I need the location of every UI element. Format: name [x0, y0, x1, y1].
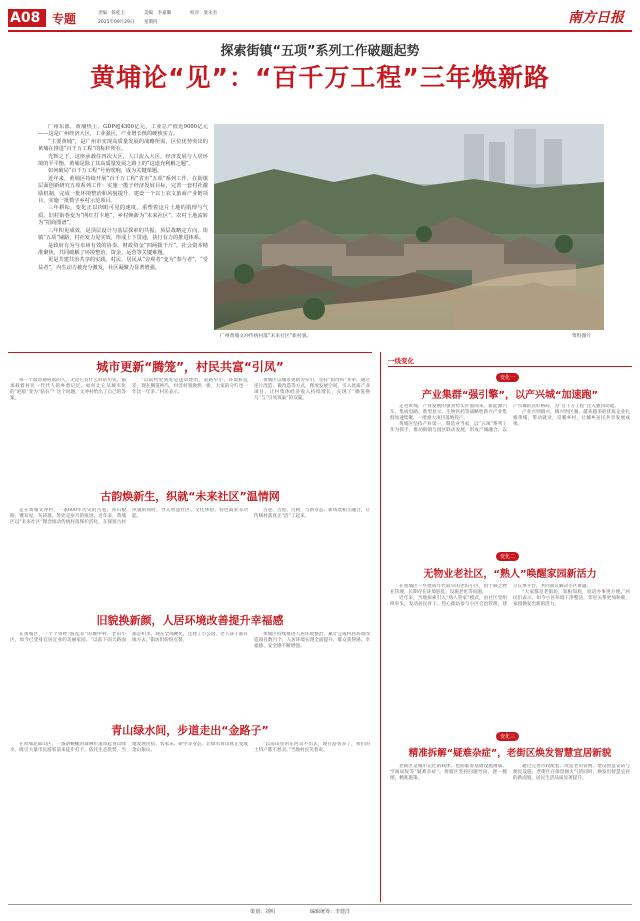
intro-p3: 光辉之下，这座承载住四次大区，人口流入大区，经济发展与人居环境的平平衡，黄埔是除了其高质量发展之路上的“这道充利解之题”。 [38, 153, 208, 168]
right-label: 一线变化 [388, 357, 414, 365]
intro-p2: “主要黄埔”，是广州市实现高质量发展的战略所需，区位优势突出的黄埔在推进“百千万工程”的标杆所在。 [38, 138, 208, 153]
intro-p8: 是政府有为与市场有效的协奏。财政资金“四两拨千斤”，社会资本精准聚焦，共同破解了环境整治、资金、运营等关键难题。 [38, 242, 208, 256]
intro-p9: 更是共建共治共享的实践。村民、居民从“旁观者”变为“参与者”，“受益者”，内生动力被充分激发，社区凝聚力显著增强。 [38, 257, 208, 271]
right-s3-text [390, 764, 630, 892]
right-s2-text [390, 584, 630, 726]
intro-p6: 三年耕耘，变化正以肉眼可见的速度。重塑着这片土地的肌理与气质。旧村街巷变为“网红打卡地”，乡村焕新为“未来社区”，农村土地流转为“招商图谱”。 [38, 205, 208, 227]
right-s3-p1: 老街区是城市记忆的载体，也面临着基础设施薄弱、空间局促等“疑难杂症”。黄埔区坚持问题导向，逐一梳理、精准施策。 [390, 764, 507, 782]
left-s3-p2: 黄埔区持续推进人居环境整治，累计完成村居环境改造项目数百个，人居环境实现全面提升，群众获得感、幸福感、安全感不断增强。 [254, 632, 370, 650]
left-s2-text [10, 508, 370, 602]
section-name: 专题 [52, 12, 77, 26]
headline: 黄埔论“见”：“百千万工程”三年焕新路 [90, 63, 550, 92]
s1-change-tag: 变化一 [496, 373, 519, 382]
right-s2-p1: 在黄埔区一些建成年代较早的老旧小区，由于缺乏物业管理，长期存在环境脏乱、设施老化等问题。 [390, 584, 507, 596]
editor-credit: 责编：陈桂玉 [98, 11, 125, 16]
intro-p1: 广州东部，黄埔热土。GDP超4300亿元，工业总产值近9000亿元——这是广州经济大区，工业强区，产业增长核的硬核实力。 [38, 124, 208, 138]
right-s2-p2: 近年来，当地探索引入“熟人管家”模式，由社区党组织牵头，发动居民骨干、热心街坊参与小区自治管理，建立议事平台，共同商议解决小区难题。 [390, 584, 592, 608]
proof-credit: 校对：梁永杰 [190, 11, 217, 16]
intro-p4: 如何破局“百千万工程”号角吹响，成为关键课题。 [48, 168, 163, 175]
intro-text [38, 124, 208, 340]
photo-credit: 资料图片 [572, 334, 592, 339]
left-s3-p1: 在黄埔区，一个个曾经“脏乱差”的城中村、老旧小区，如今已变身宜居宜业的美丽家园。“以前下雨天路面都是积水，现在全部硬化，还建了小公园，老人孩子都有地方去。”街坊们纷纷点赞。 [10, 632, 248, 644]
left-s1-p1: 每一个最普通村落的人，无论它有什么样的历史，都承载着村民一代代人的乡愁记忆。如何让它从城市化的“疤痕”变为“钻石”？这个问题，文冲村给出了自己的答案。 [10, 378, 126, 402]
left-s4-p1: 在黄埔北部山区，一条条蜿蜒的森林步道串起青山绿水，吸引大量市民游客前来徒步打卡。依托生态优势，当地发展民宿、农家乐、研学等业态，让绿水青山真正变成金山银山。 [10, 742, 248, 754]
photo-caption: 广州黄埔文冲传统村落“未来社区”新村貌。 [220, 334, 312, 339]
left-s3-text [10, 632, 370, 712]
right-s3-title: 精准拆解“疑难杂症”，老街区焕发智慧宜居新貌 [408, 748, 612, 759]
left-s4-text [10, 742, 370, 892]
right-s2-title: 无物业老社区，“熟人”唤醒家园新活力 [423, 569, 597, 580]
right-s3-p2: 通过完善市政配套、改造老旧管网、增设智慧安防与便民设施，老街区在保留烟火气的同时，焕发出智慧宜居的新面貌，居民生活品质显著提升。 [513, 764, 630, 782]
issue-date: 2025年09月29日 [98, 20, 135, 25]
right-s1-p1: 走进黄埔，产业发展的强劲势头扑面而来。新能源汽车、集成电路、新型显示、生物医药等战略性新兴产业集群加速集聚，一批重大项目落地投产。 [390, 404, 507, 422]
footer-editor: 编辑统筹：李建洋 [310, 909, 351, 915]
right-s1-text [390, 404, 630, 546]
left-s1-text [10, 378, 370, 478]
village-illustration [214, 124, 604, 330]
page-number: A08 [10, 10, 41, 26]
left-s1-p2: “以前村里到处是违章建筑，道路窄小，环境脏乱差，现在腾笼换鸟，村容村貌焕然一新，大家的分红也一年比一年多。”村民表示。 [132, 378, 248, 396]
left-s3-title: 旧貌换新颜，人居环境改善提升幸福感 [96, 614, 284, 627]
left-title-rule [8, 352, 372, 353]
masthead-logo: 南方日报 [568, 10, 624, 26]
right-label-rule [388, 366, 632, 367]
designer-credit: 美编：李嘉璐 [144, 11, 171, 16]
left-s2-p2: 古巷、古屋、古树，与新业态、新场景相互融合，让传统村落真正“活”了起来。 [254, 508, 370, 520]
left-s1-title: 城市更新“腾笼”，村民共富“引凤” [96, 360, 284, 374]
left-s2-title: 古韵焕新生，织就“未来社区”温情网 [100, 490, 280, 503]
kicker: 探索街镇“五项”系列工作破题起势 [220, 44, 420, 59]
feature-photo [214, 124, 604, 330]
intro-p7: 三年积见成效，是顶层设计与基层探索的共振。顶层战略定方向，街镇“五项”铺路，村社发力见实效，形成上下贯通，执行有力的推进体系。 [38, 227, 208, 242]
right-s2-p3: “大家都是老街坊，知根知底，说话办事更方便。”居民们表示，如今小区环境干净整洁，邻里关系更加和睦，家园焕发出新的活力。 [513, 590, 630, 608]
left-s2-p1: 走在黄埔文冲村，一条600年历史的古巷，青石板路，镬耳屋，灰砖墙，处处是岁月的痕迹。近年来，黄埔区以“未来社区”理念推动传统村落保护活化，在保留古村风貌的同时，导入智慧社区、文化体验、特色商业等功能。 [10, 508, 248, 526]
right-s1-p3: 产业兴则镇兴，镇兴则区强。越来越多的优质企业扎根黄埔，带动就业，反哺乡村，让城乡居民共享发展成果。 [513, 410, 630, 428]
left-s4-p2: “以前山里的东西卖不出去，现在游客多了，我们的土特产都不愁卖。”当地村民笑着说。 [254, 742, 370, 754]
right-s1-p2: 黄埔区坚持产业第一、制造业当家，以“五项”系列工作为抓手，推动街镇与园区联动发展，形成产城融合、以产兴城的良好格局，为“百千万工程”注入强劲动能。 [390, 404, 619, 434]
left-s4-title: 青山绿水间，步道走出“金路子” [111, 724, 269, 737]
s3-change-tag: 变化三 [496, 732, 519, 741]
left-s1-p3: 黄埔区以城市更新为牵引，坚持“留改拆”并举，通过连片改造、微改造等方式，释放发展空间，引入优质产业项目，让村集体经济收入持续增长，实现了“腾笼换鸟”与“引凤筑巢”的双赢。 [254, 378, 370, 402]
column-divider [380, 352, 381, 902]
issue-weekday: 星期四 [144, 20, 158, 25]
footer-rule [8, 904, 632, 905]
right-s1-title: 产业集群“强引擎”，以产兴城“加速跑” [421, 390, 599, 401]
footer-plan: 策划：刘明 [250, 909, 276, 915]
header-rule [8, 30, 632, 32]
s2-change-tag: 变化二 [496, 552, 519, 561]
intro-p5: 近年来，黄埔区持续开展“百千万工程”省市“五项”系列工作，在街镇层面创新研究五项系列工作：实施一揽子经济发展目标，完善一套村社激励机制，完成一批环境整治和风貌提升，建设一个以上农文旅商产业链项目，实施一批数字乡村示范项目。 [38, 175, 208, 205]
